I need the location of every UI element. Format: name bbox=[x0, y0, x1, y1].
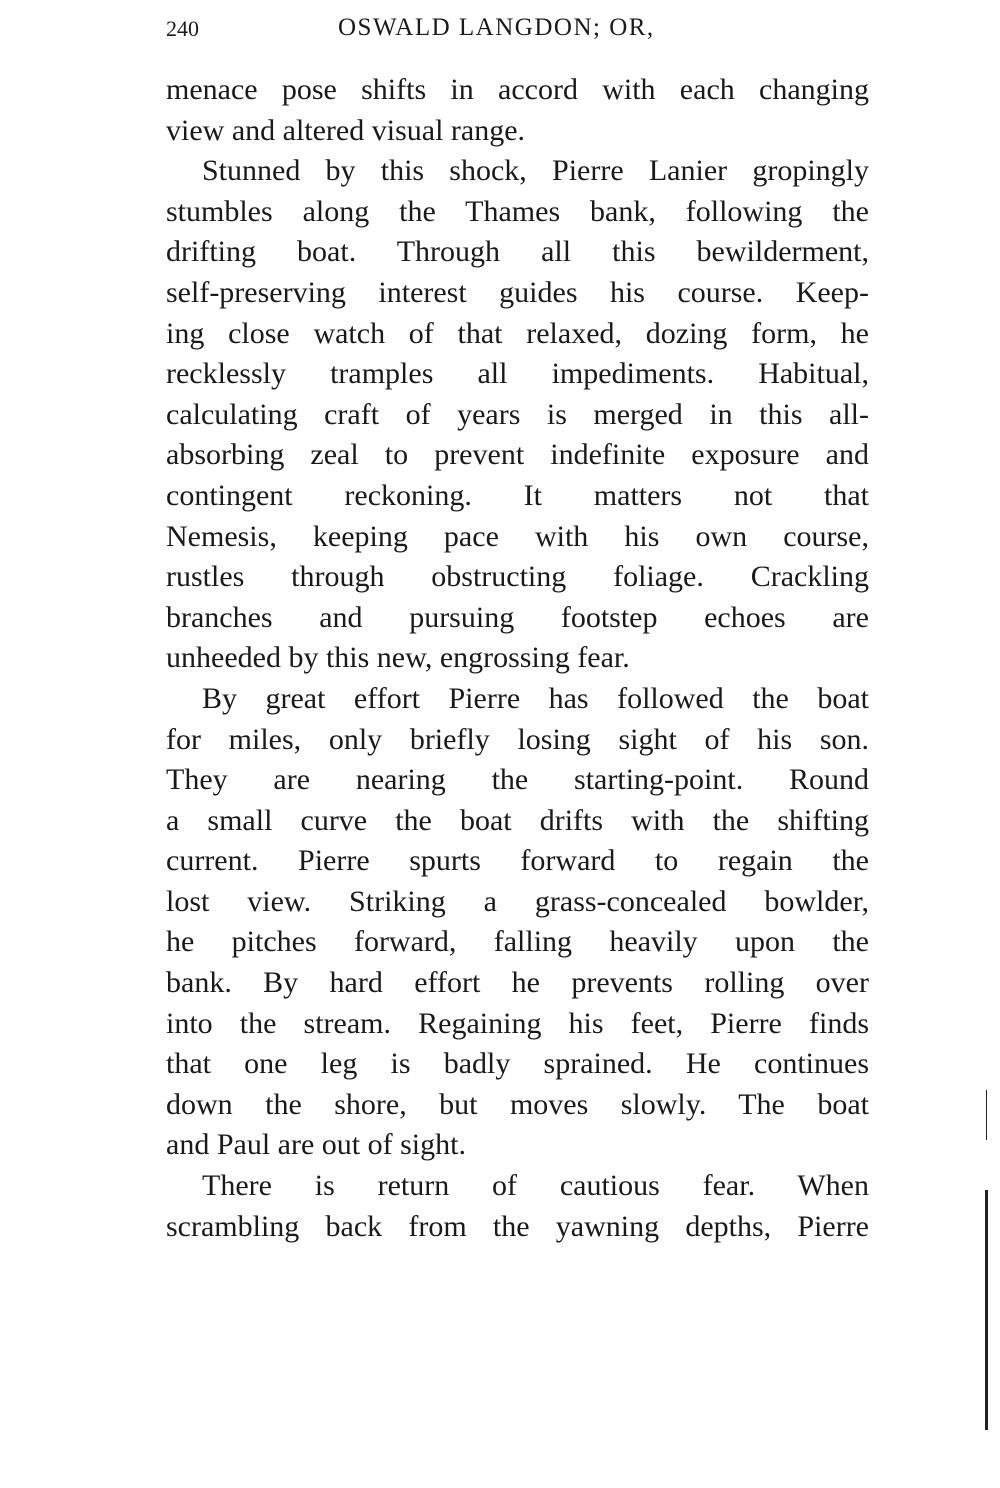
text-line: bank. By hard effort he prevents rolling over bbox=[166, 966, 869, 1000]
text-line: unheeded by this new, engrossing fear. bbox=[166, 641, 630, 675]
paragraph bbox=[166, 70, 869, 151]
text-line: down the shore, but moves slowly. The boat bbox=[166, 1087, 869, 1121]
text-line: current. Pierre spurts forward to regain the bbox=[166, 844, 869, 878]
text-line: rustles through obstructing foliage. Crackling bbox=[166, 560, 869, 594]
text-line: Nemesis, keeping pace with his own course, bbox=[166, 519, 869, 553]
text-line: for miles, only briefly losing sight of his son. bbox=[166, 722, 869, 756]
text-line: view and altered visual range. bbox=[166, 113, 526, 147]
text-line: drifting boat. Through all this bewilderment, bbox=[166, 235, 869, 269]
text-line: ing close watch of that relaxed, dozing form, he bbox=[166, 316, 869, 350]
text-line: contingent reckoning. It matters not that bbox=[166, 478, 869, 512]
text-line: menace pose shifts in accord with each changing bbox=[166, 73, 869, 106]
text-line: self-preserving interest guides his course. Keep- bbox=[166, 275, 869, 309]
page-number: 240 bbox=[166, 16, 199, 41]
text-line: scrambling back from the yawning depths, Pierre bbox=[166, 1209, 869, 1243]
body-text bbox=[166, 70, 869, 1247]
paragraph bbox=[166, 679, 869, 1166]
text-line: absorbing zeal to prevent indefinite exposure and bbox=[166, 438, 869, 472]
text-line: They are nearing the starting-point. Round bbox=[166, 763, 869, 797]
text-line: that one leg is badly sprained. He continues bbox=[166, 1047, 869, 1081]
paragraph bbox=[166, 1166, 869, 1247]
text-line: Stunned by this shock, Pierre Lanier gropingly bbox=[202, 154, 869, 188]
page-header bbox=[166, 14, 866, 54]
text-line: By great effort Pierre has followed the boat bbox=[202, 681, 869, 715]
text-line: recklessly tramples all impediments. Habitual, bbox=[166, 357, 869, 391]
scan-edge-line bbox=[986, 1090, 987, 1140]
text-line: and Paul are out of sight. bbox=[166, 1128, 466, 1162]
text-line: calculating craft of years is merged in this all- bbox=[166, 397, 869, 431]
text-line: lost view. Striking a grass-concealed bowlder, bbox=[166, 884, 869, 918]
text-line: branches and pursuing footstep echoes are bbox=[166, 600, 869, 634]
text-line: a small curve the boat drifts with the shifting bbox=[166, 803, 869, 837]
running-title: OSWALD LANGDON; OR, bbox=[338, 14, 655, 41]
scan-edge-line bbox=[985, 1190, 988, 1430]
paragraph bbox=[166, 151, 869, 679]
text-line: into the stream. Regaining his feet, Pierre finds bbox=[166, 1006, 869, 1040]
text-line: he pitches forward, falling heavily upon the bbox=[166, 925, 869, 959]
text-line: stumbles along the Thames bank, following the bbox=[166, 194, 869, 228]
text-line: There is return of cautious fear. When bbox=[202, 1169, 869, 1203]
